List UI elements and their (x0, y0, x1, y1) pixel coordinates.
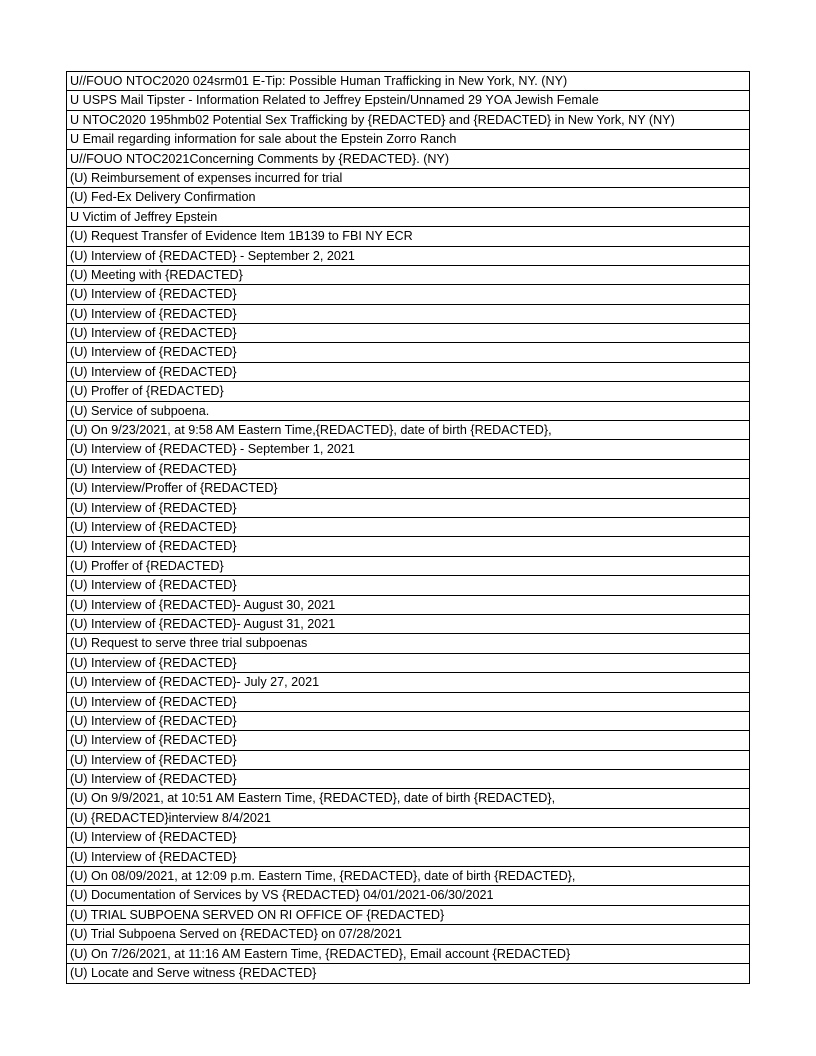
table-row: (U) Meeting with {REDACTED} (67, 266, 749, 285)
document-table (66, 71, 750, 984)
table-row: (U) Request to serve three trial subpoenas (67, 634, 749, 653)
table-row: U Victim of Jeffrey Epstein (67, 208, 749, 227)
table-row: (U) Interview of {REDACTED} (67, 518, 749, 537)
table-row: (U) Interview of {REDACTED} (67, 537, 749, 556)
table-row: (U) Interview of {REDACTED} (67, 576, 749, 595)
table-row: (U) Interview of {REDACTED} (67, 324, 749, 343)
table-row: (U) Interview/Proffer of {REDACTED} (67, 479, 749, 498)
table-row: (U) On 7/26/2021, at 11:16 AM Eastern Time, {REDACTED}, Email account {REDACTED} (67, 945, 749, 964)
table-row: (U) Interview of {REDACTED} (67, 693, 749, 712)
table-row: (U) Interview of {REDACTED} (67, 751, 749, 770)
table-row: (U) Interview of {REDACTED} - September 2, 2021 (67, 247, 749, 266)
table-row: (U) Reimbursement of expenses incurred for trial (67, 169, 749, 188)
table-row: (U) Documentation of Services by VS {REDACTED} 04/01/2021-06/30/2021 (67, 886, 749, 905)
table-row: (U) Interview of {REDACTED} (67, 848, 749, 867)
table-row: (U) Interview of {REDACTED} (67, 499, 749, 518)
table-row: (U) Interview of {REDACTED} (67, 770, 749, 789)
table-row: (U) Locate and Serve witness {REDACTED} (70, 965, 317, 980)
table-row: (U) Interview of {REDACTED} (67, 343, 749, 362)
table-row: (U) {REDACTED}interview 8/4/2021 (67, 809, 749, 828)
table-row: (U) Proffer of {REDACTED} (67, 382, 749, 401)
table-row: U//FOUO NTOC2020 024srm01 E-Tip: Possible Human Trafficking in New York, NY. (NY) (67, 72, 749, 91)
table-row: (U) Interview of {REDACTED}- August 31, 2021 (67, 615, 749, 634)
table-row: (U) Trial Subpoena Served on {REDACTED} on 07/28/2021 (67, 925, 749, 944)
table-row: U USPS Mail Tipster - Information Related to Jeffrey Epstein/Unnamed 29 YOA Jewish Female (67, 91, 749, 110)
table-row: (U) Interview of {REDACTED} (67, 285, 749, 304)
table-row: (U) Interview of {REDACTED} (67, 363, 749, 382)
table-row: (U) Interview of {REDACTED} (67, 731, 749, 750)
table-row: (U) On 9/9/2021, at 10:51 AM Eastern Time, {REDACTED}, date of birth {REDACTED}, (67, 789, 749, 808)
table-row: (U) Interview of {REDACTED} (67, 828, 749, 847)
table-row: (U) On 9/23/2021, at 9:58 AM Eastern Time,{REDACTED}, date of birth {REDACTED}, (67, 421, 749, 440)
table-row: (U) Interview of {REDACTED} (67, 654, 749, 673)
table-row: (U) On 08/09/2021, at 12:09 p.m. Eastern Time, {REDACTED}, date of birth {REDACTED}, (67, 867, 749, 886)
table-row: (U) Fed-Ex Delivery Confirmation (67, 188, 749, 207)
table-row: (U) Interview of {REDACTED} - September 1, 2021 (67, 440, 749, 459)
table-row: (U) Interview of {REDACTED} (67, 460, 749, 479)
table-row: (U) Interview of {REDACTED} (67, 712, 749, 731)
table-row: (U) TRIAL SUBPOENA SERVED ON RI OFFICE OF {REDACTED} (67, 906, 749, 925)
table-row: (U) Proffer of {REDACTED} (67, 557, 749, 576)
table-row: U//FOUO NTOC2021Concerning Comments by {REDACTED}. (NY) (67, 150, 749, 169)
table-row: U NTOC2020 195hmb02 Potential Sex Trafficking by {REDACTED} and {REDACTED} in New York, NY (NY) (67, 111, 749, 130)
table-row: (U) Request Transfer of Evidence Item 1B139 to FBI NY ECR (67, 227, 749, 246)
table-row: (U) Interview of {REDACTED} (67, 305, 749, 324)
table-row: (U) Interview of {REDACTED}- July 27, 2021 (67, 673, 749, 692)
table-row: (U) Service of subpoena. (67, 402, 749, 421)
table-row: (U) Interview of {REDACTED}- August 30, 2021 (67, 596, 749, 615)
table-row: U Email regarding information for sale about the Epstein Zorro Ranch (67, 130, 749, 149)
